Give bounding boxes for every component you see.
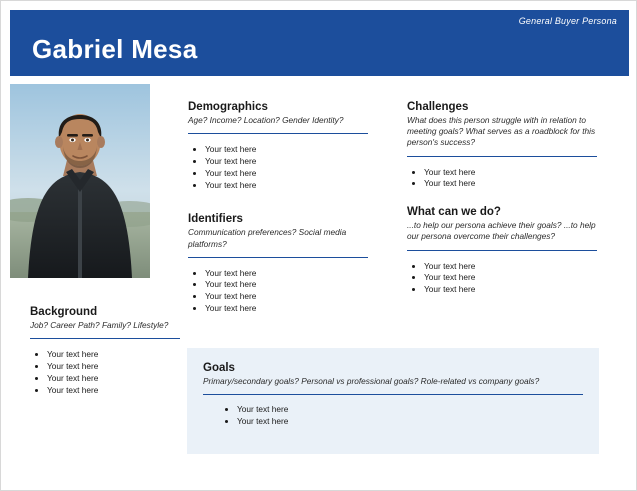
what-can-we-do-title: What can we do? (407, 206, 501, 219)
divider (188, 257, 368, 258)
right-column (407, 101, 597, 296)
divider (203, 394, 583, 395)
goals-title: Goals (203, 362, 235, 374)
list-item: • Your text here (205, 156, 368, 168)
list-item: • Your text here (47, 361, 180, 373)
divider (188, 133, 368, 134)
portrait-image (10, 84, 150, 278)
what-can-we-do-subtitle: ...to help our persona achieve their goals? ...to help our persona overcome their challenges? (407, 220, 596, 242)
list-item: • Your text here (205, 279, 368, 291)
list-item: • Your text here (424, 178, 597, 190)
background-section (30, 306, 180, 396)
demographics-subtitle: Age? Income? Location? Gender Identity? (188, 115, 344, 125)
demographics-title: Demographics (188, 101, 268, 113)
list-item: • Your text here (205, 180, 368, 192)
list-item: • Your text here (424, 167, 597, 179)
demographics-list (188, 144, 368, 191)
list-item: • Your text here (424, 261, 597, 273)
persona-photo (10, 84, 150, 278)
background-subtitle: Job? Career Path? Family? Lifestyle? (30, 320, 169, 330)
goals-list (203, 404, 583, 428)
demographics-section (188, 101, 368, 191)
middle-column (188, 101, 368, 315)
list-item: • Your text here (237, 416, 583, 428)
list-item: • Your text here (47, 373, 180, 385)
what-can-we-do-list (407, 261, 597, 296)
identifiers-title: Identifiers (188, 213, 243, 226)
divider (30, 338, 180, 339)
list-item: • Your text here (205, 303, 368, 315)
what-can-we-do-section (407, 206, 597, 296)
list-item: • Your text here (205, 144, 368, 156)
list-item: • Your text here (47, 385, 180, 397)
list-item: • Your text here (205, 268, 368, 280)
identifiers-section (188, 213, 368, 315)
document-eyebrow: General Buyer Persona (518, 16, 617, 26)
challenges-subtitle: What does this person struggle with in relation to meeting goals? What serves as a roadblock for this person's success? (407, 115, 596, 148)
divider (407, 250, 597, 251)
background-title: Background (30, 306, 98, 318)
goals-subtitle: Primary/secondary goals? Personal vs professional goals? Role-related vs company goals? (203, 376, 540, 386)
identifiers-subtitle: Communication preferences? Social media platforms? (188, 227, 347, 249)
page-title: Gabriel Mesa (32, 34, 198, 64)
list-item: • Your text here (424, 272, 597, 284)
divider (407, 156, 597, 157)
goals-section (187, 348, 599, 454)
document-header (10, 10, 629, 76)
list-item: • Your text here (205, 291, 368, 303)
challenges-list (407, 167, 597, 191)
challenges-title: Challenges (407, 101, 469, 113)
list-item: • Your text here (47, 349, 180, 361)
background-list (30, 349, 180, 396)
challenges-section (407, 101, 597, 190)
list-item: • Your text here (205, 168, 368, 180)
list-item: • Your text here (237, 404, 583, 416)
identifiers-list (188, 268, 368, 315)
list-item: • Your text here (424, 284, 597, 296)
